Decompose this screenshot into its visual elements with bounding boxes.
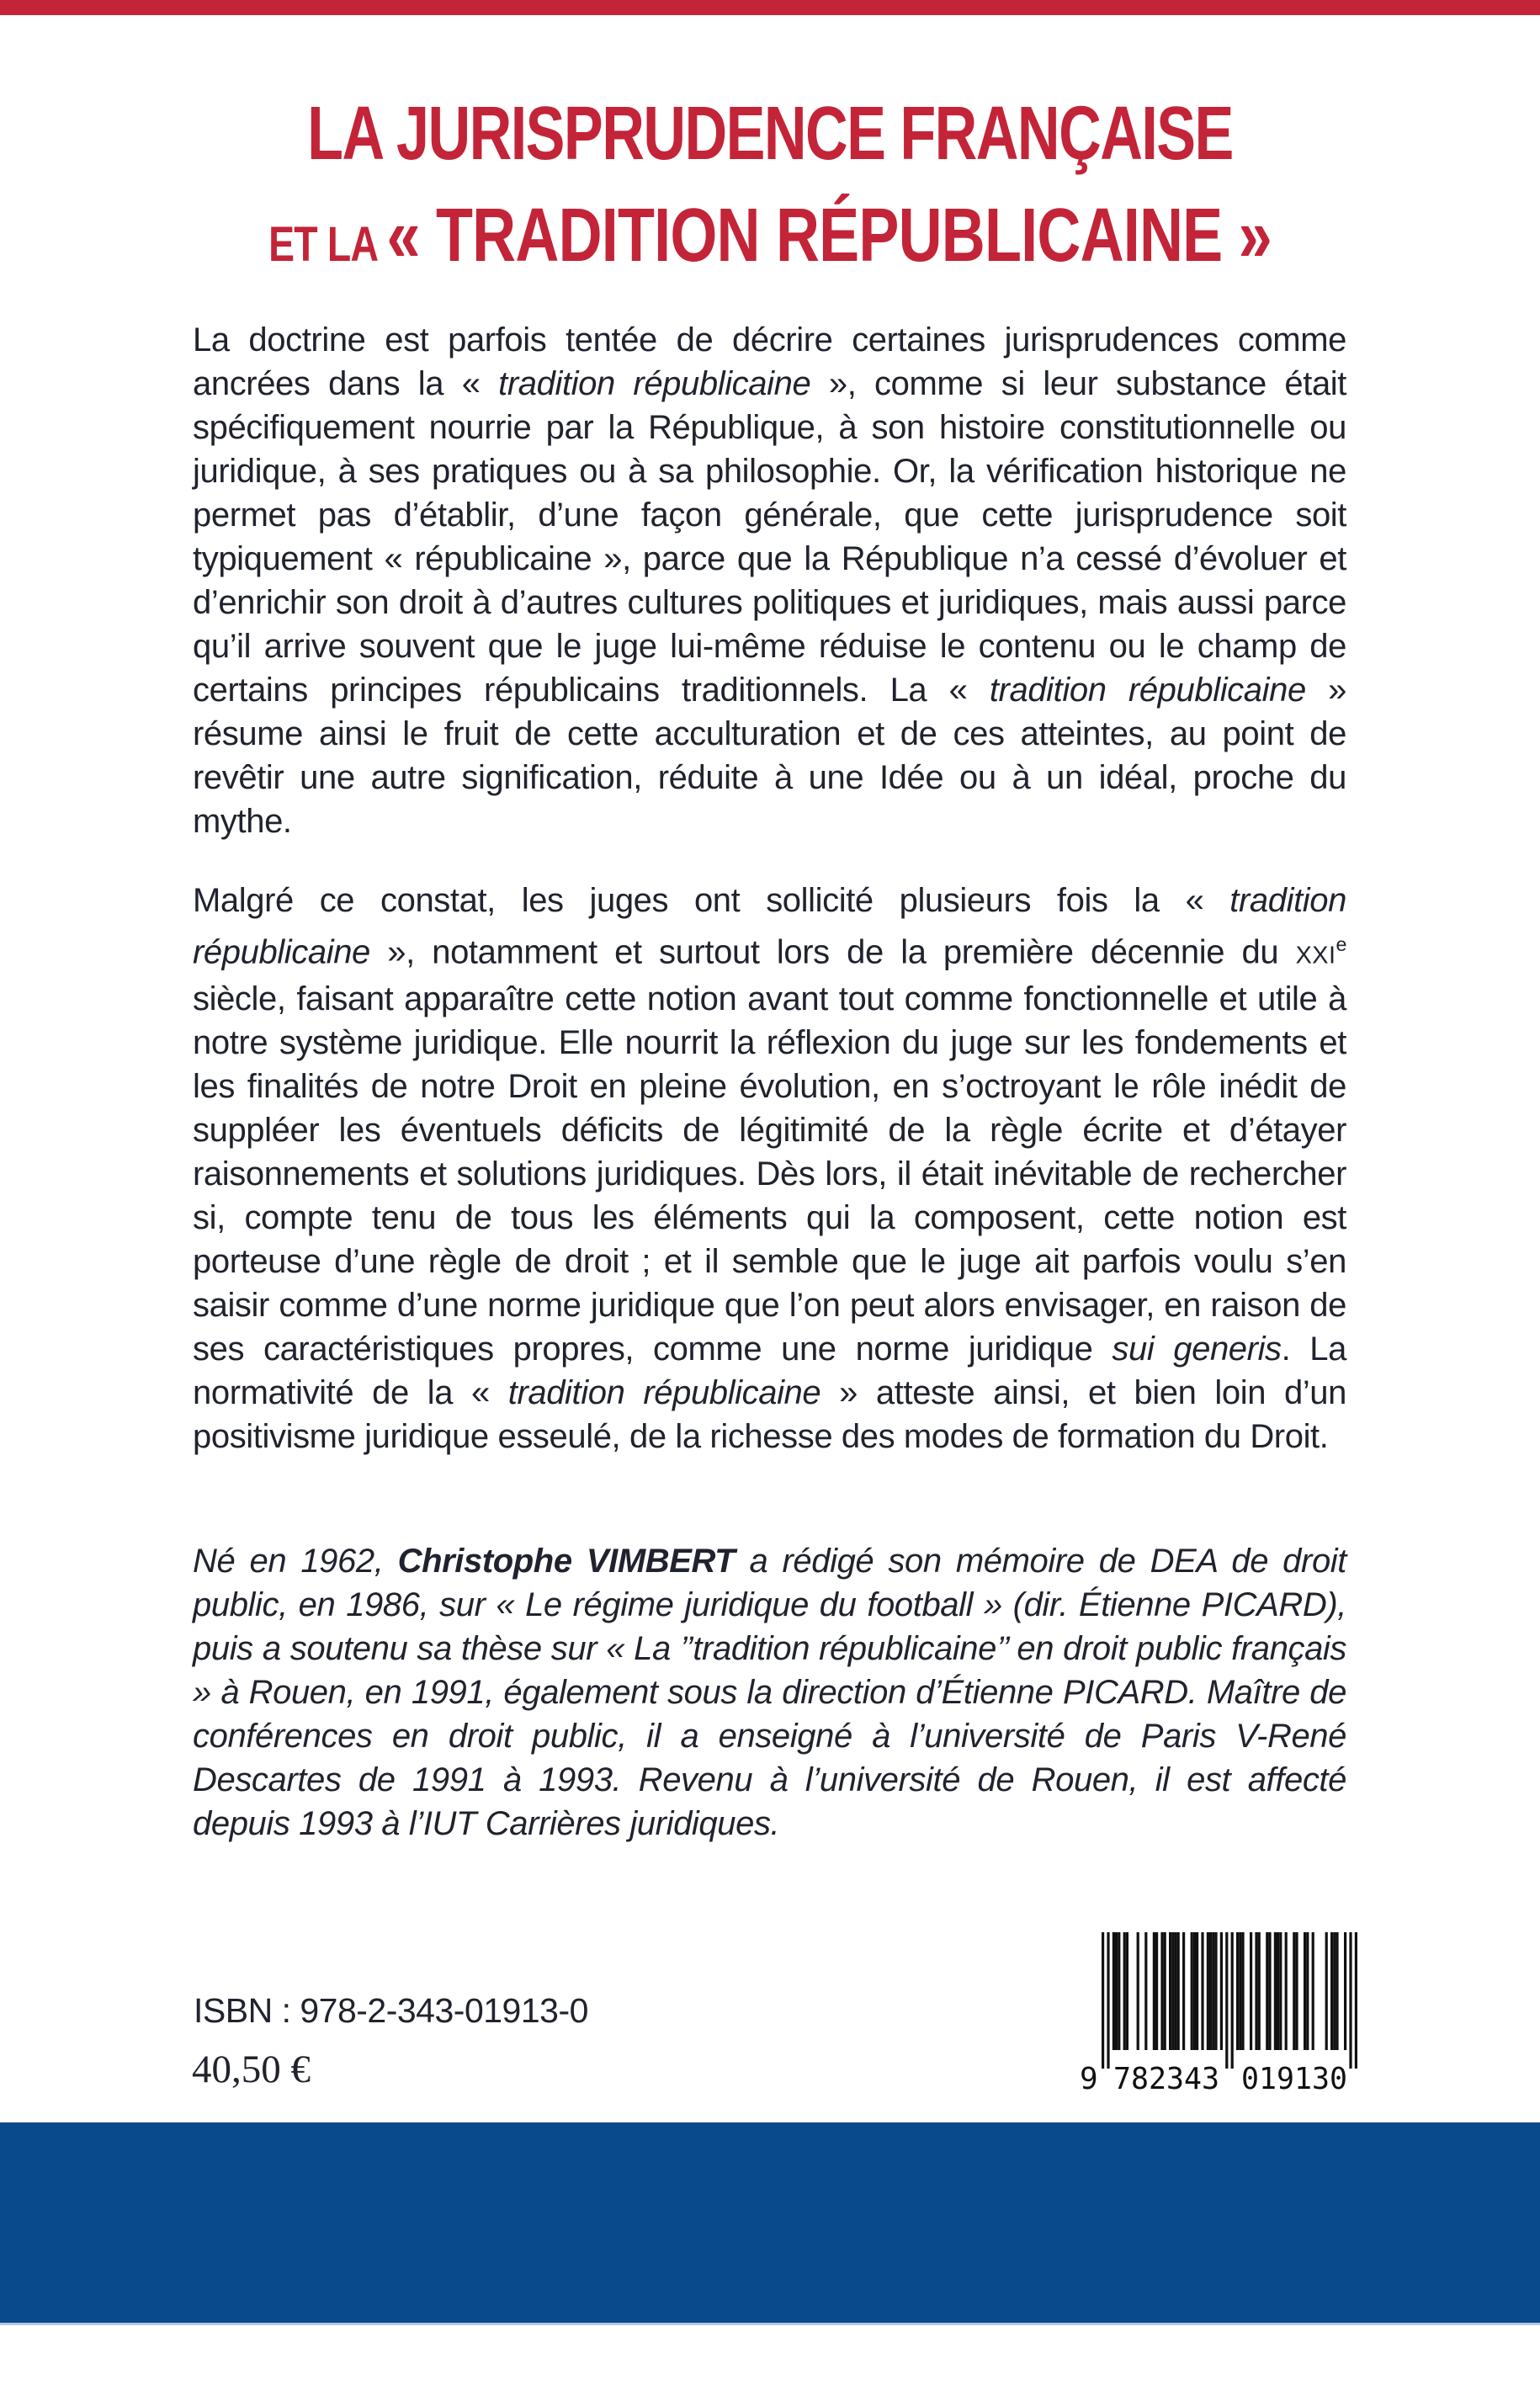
summary-paragraph-2: Malgré ce constat, les juges ont sollicité plusieurs fois la « tradition républicaine », notamment et surtout lors de la première décennie du XXIe siècle, faisant apparaître cette notion avant tout comme fonctionnelle et utile à notre système juridique. Elle nourrit la réflexion du juge sur les fondements et les finalités de notre Droit en pleine évolution, en s’octroyant le rôle inédit de suppléer les éventuels déficits de légitimité de la règle écrite et d’étayer raisonnements et solutions juridiques. Dès lors, il était inévitable de rechercher si, compte tenu de tous les éléments qui la composent, cette notion est porteuse d’une règle de droit ; et il semble que le juge ait parfois voulu s’en saisir comme d’une norme juridique que l’on peut alors envisager, en raison de ses caractéristiques propres, comme une norme juridique sui generis. La normativité de la « tradition républicaine » atteste ainsi, et bien loin d’un positivisme juridique esseulé, de la richesse des modes de formation du Droit.	[193, 882, 1347, 1456]
top-accent-bar	[0, 0, 1540, 15]
ean13-barcode	[1080, 1932, 1374, 2094]
book-title	[0, 92, 1540, 278]
book-title-line2	[154, 193, 1386, 278]
back-cover-text	[193, 318, 1346, 1846]
book-title-line2-prefix: ET LA	[268, 216, 387, 272]
book-title-line1: LA JURISPRUDENCE FRANÇAISE	[307, 92, 1233, 176]
svg-text:019130: 019130	[1241, 2062, 1347, 2094]
summary-paragraph-1: La doctrine est parfois tentée de décrire certaines jurisprudences comme ancrées dans la « tradition républicaine », comme si leur substance était spécifiquement nourrie par la République, à son histoire constitutionnelle ou juridique, à ses pratiques ou à sa philosophie. Or, la vérification historique ne permet pas d’établir, d’une façon générale, que cette jurisprudence soit typiquement « républicaine », parce que la République n’a cessé d’évoluer et d’enrichir son droit à d’autres cultures politiques et juridiques, mais aussi parce qu’il arrive souvent que le juge lui-même réduise le contenu ou le champ de certains principes républicains traditionnels. La « tradition républicaine » résume ainsi le fruit de cette acculturation et de ces atteintes, au point de revêtir une autre signification, réduite à une Idée ou à un idéal, proche du mythe.	[193, 321, 1347, 840]
svg-text:782343: 782343	[1113, 2062, 1219, 2094]
book-title-line2-main: « TRADITION RÉPUBLICAINE »	[386, 193, 1272, 278]
price-text: 40,50 €	[192, 2048, 311, 2091]
isbn-text: ISBN : 978-2-343-01913-0	[194, 1991, 588, 2030]
svg-text:9: 9	[1080, 2062, 1098, 2094]
author-bio: Né en 1962, Christophe VIMBERT a rédigé son mémoire de DEA de droit public, en 1986, sur « Le régime juridique du football » (dir. Étienne PICARD), puis a soutenu sa thèse sur « La ’’tradition républicaine’’ en droit public français » à Rouen, en 1991, également sous la direction d’Étienne PICARD. Maître de conférences en droit public, il a enseigné à l’université de Paris V-René Descartes de 1991 à 1993. Revenu à l’université de Rouen, il est affecté depuis 1993 à l’IUT Carrières juridiques.	[193, 1543, 1346, 1843]
bottom-band	[0, 2122, 1540, 2325]
